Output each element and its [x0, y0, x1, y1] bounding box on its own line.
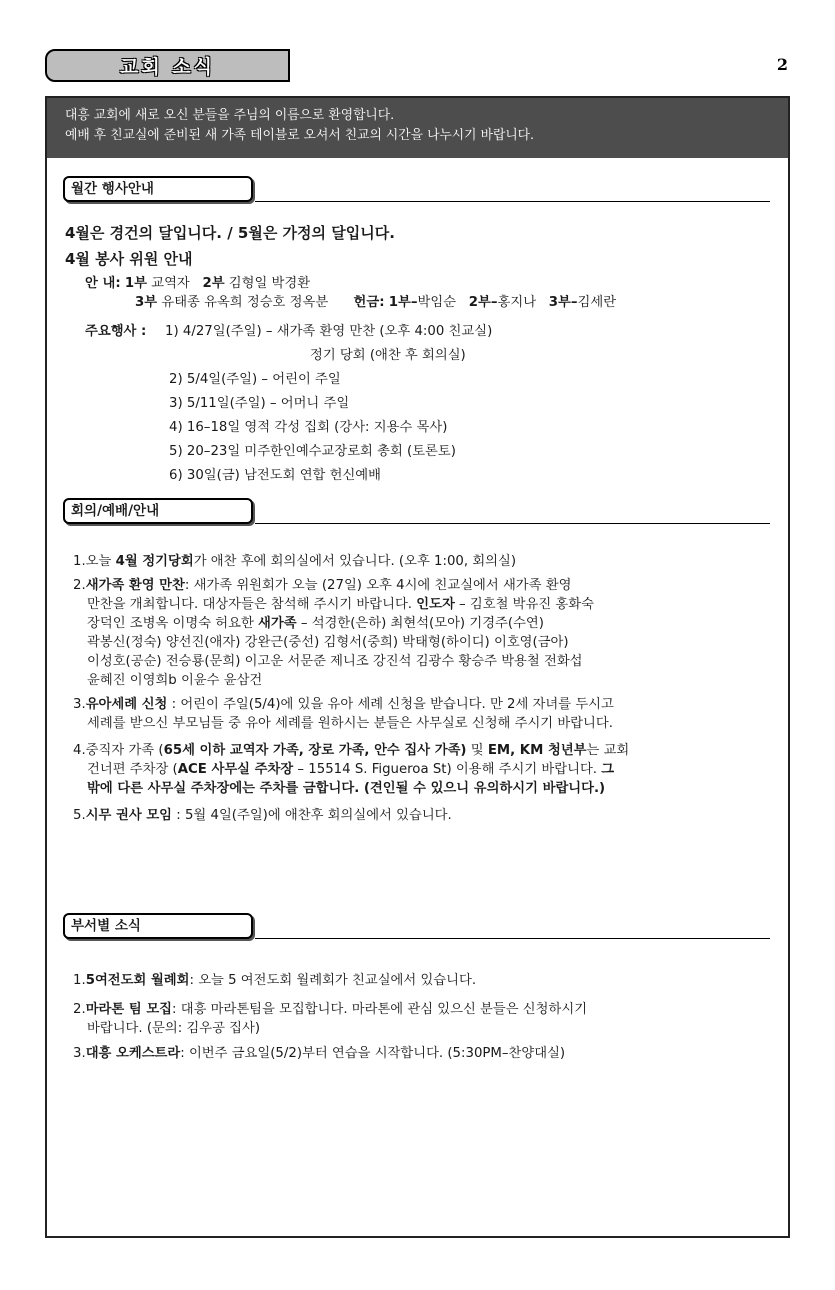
page-title: 교회 소식: [119, 56, 216, 78]
meeting-item-4: 4.중직자 가족 (65세 이하 교역자 가족, 장로 가족, 안수 집사 가족) 및 EM, KM 청년부는 교회 건너편 주차장 (ACE 사무실 주차장 – 15514 S. Figueroa St) 이용해 주시기 바랍니다. 그 밖에 다른 사무실 주차장에는 주차를 금합니다. (견인될 수 있으니 유의하시기 바랍니다.): [73, 743, 630, 796]
section-title-departments: 부서별 소식: [63, 913, 253, 939]
month-theme: 4월은 경건의 달입니다. / 5월은 가정의 달입니다.: [65, 224, 395, 242]
event-item: 5) 20–23일 미주한인예수교장로회 총회 (토론토): [169, 444, 456, 459]
welcome-line-1: 대흥 교회에 새로 오신 분들을 주님의 이름으로 환영합니다.: [65, 108, 395, 123]
event-item: 4) 16–18일 영적 각성 집회 (강사: 지용수 목사): [169, 420, 448, 435]
event-item: 2) 5/4일(주일) – 어린이 주일: [169, 372, 341, 387]
meeting-item-3: 3.유아세례 신청 : 어린이 주일(5/4)에 있을 유아 세례 신청을 받습니다. 만 2세 자녀를 두시고 세례를 받으신 부모님들 중 유아 세례를 원하시는 분들은 사무실로 신청해 주시기 바랍니다.: [73, 697, 614, 731]
section-title-monthly: 월간 행사안내: [63, 176, 253, 202]
section-rule: [255, 201, 770, 202]
event-item: 정기 당회 (애찬 후 회의실): [310, 348, 466, 363]
meeting-item-5: 5.시무 권사 모임 : 5월 4일(주일)에 애찬후 회의실에서 있습니다.: [73, 808, 452, 823]
section-header-monthly: [63, 176, 788, 206]
department-item-3: 3.대흥 오케스트라: 이번주 금요일(5/2)부터 연습을 시작합니다. (5:30PM–찬양대실): [73, 1046, 566, 1061]
monthly-content: [47, 220, 788, 482]
meeting-item-2: 2.새가족 환영 만찬: 새가족 위원회가 오늘 (27일) 오후 4시에 친교실에서 새가족 환영 만찬을 개최합니다. 대상자들은 참석해 주시기 바랍니다. 인도자 – 김호철 박유진 홍화숙 장덕인 조병옥 이명숙 허요한 새가족 – 석경한(은하) 최현석(모아) 기경주(수연) 곽봉신(정숙) 양선진(애자) 강완근(중선) 김형서(중희) 박태형(하이디) 이호영(금아) 이성호(공순) 전승룡(문희) 이고운 서문준 제니조 강진석 김광수 황승주 박용철 전화섭 윤혜진 이영희b 이윤수 윤삼건: [73, 578, 594, 688]
page-title-tab: [45, 49, 290, 82]
section-title-meetings: 회의/예배/안내: [63, 498, 253, 524]
event-item: 3) 5/11일(주일) – 어머니 주일: [169, 396, 350, 411]
page-number: 2: [776, 55, 788, 74]
section-header-departments: [63, 913, 788, 943]
department-item-1: 1.5여전도회 월례회: 오늘 5 여전도회 월례회가 친교실에서 있습니다.: [73, 973, 477, 988]
servants-title: 4월 봉사 위원 안내: [65, 250, 193, 268]
news-frame: [45, 96, 790, 1238]
section-header-meetings: [63, 498, 788, 528]
events-block: [65, 322, 788, 482]
section-rule: [255, 938, 770, 939]
departments-list: [47, 971, 788, 1063]
section-rule: [255, 523, 770, 524]
event-item: 6) 30일(금) 남전도회 연합 헌신예배: [169, 468, 381, 483]
event-item: 1) 4/27일(주일) – 새가족 환영 만찬 (오후 4:00 친교실): [165, 324, 493, 339]
welcome-banner: [47, 98, 788, 158]
usher-row-2: 3부 유태종 유옥희 정승호 정옥분 헌금: 1부–박임순 2부–홍지나 3부–김세란: [135, 295, 617, 310]
department-item-2: 2.마라톤 팀 모집: 대흥 마라톤팀을 모집합니다. 마라톤에 관심 있으신 분들은 신청하시기 바랍니다. (문의: 김우공 집사): [73, 1002, 588, 1036]
usher-row-1: 안 내: 1부 교역자 2부 김형일 박경환: [85, 276, 311, 291]
meetings-list: [47, 552, 788, 825]
welcome-line-2: 예배 후 친교실에 준비된 새 가족 테이블로 오셔서 친교의 시간을 나누시기 바랍니다.: [65, 128, 535, 143]
meeting-item-1: 1.오늘 4월 정기당회가 애찬 후에 회의실에서 있습니다. (오후 1:00, 회의실): [73, 554, 517, 569]
events-label: 주요행사 :: [85, 324, 147, 339]
